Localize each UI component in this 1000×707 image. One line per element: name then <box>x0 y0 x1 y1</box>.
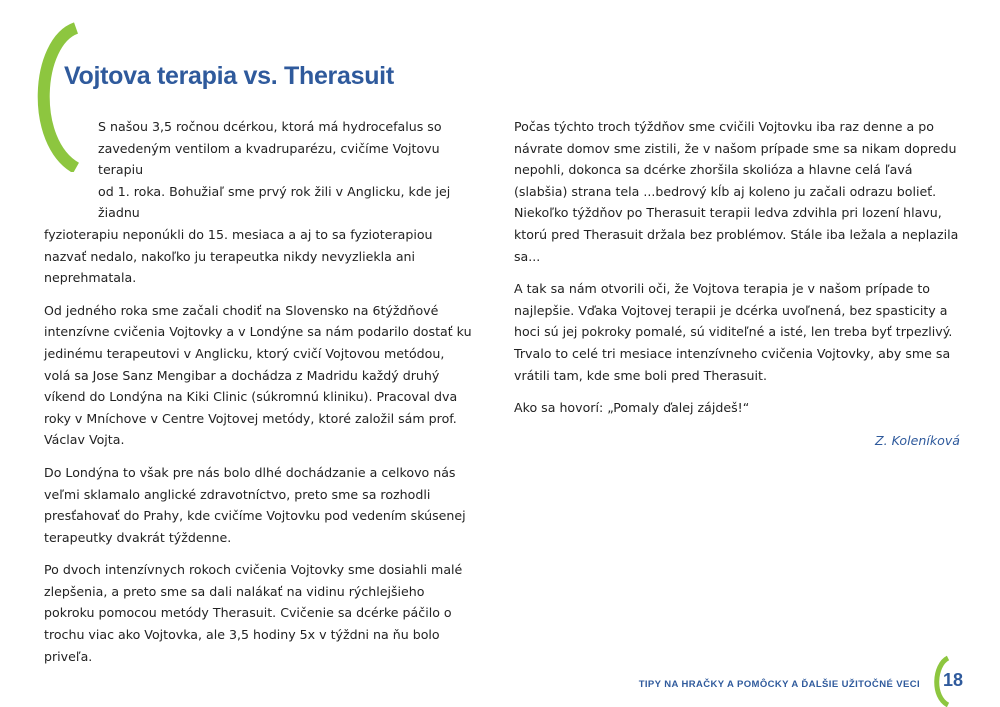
paragraph-conclusion: A tak sa nám otvorili oči, že Vojtova terapia je v našom prípade to najlepšie. Vďaka Vojtovej terapii je dcérka uvoľnená, bez spasticity a hoci sú jej pokroky pomalé, sú viditeľné a isté, len treba byť trpezlivý. Trvalo to celé tri mesiace intenzívneho cvičenia Vojtovky, aby sme sa vrátili tam, kde sme boli pred Therasuit. <box>514 281 953 383</box>
intro-line-3: od 1. roka. Bohužiaľ sme prvý rok žili v Anglicku, kde jej žiadnu <box>98 183 451 221</box>
intro-line-1: S našou 3,5 ročnou dcérkou, ktorá má hydrocefalus so <box>98 119 442 134</box>
author-signature: Z. Koleníková <box>874 432 960 448</box>
right-column <box>514 116 960 462</box>
paragraph-prague: Do Londýna to však pre nás bolo dlhé dochádzanie a celkovo nás veľmi sklamalo anglické zdravotníctvo, preto sme sa rozhodli presťahovať do Prahy, kde cvičíme Vojtovku pod vedením skúsenej terapeutky dvakrát týždenne. <box>44 464 466 545</box>
footer-section-label: TIPY NA HRAČKY A POMÔCKY A ĎALŠIE UŽITOČNÉ VECI <box>638 679 920 690</box>
intro-rest: fyzioterapiu neponúkli do 15. mesiaca a aj to sa fyzioterapiou nazvať nedalo, nakoľko ju terapeutka nikdy nevyzliekla ani neprehmatala. <box>44 226 433 286</box>
paragraph-therasuit: Po dvoch intenzívnych rokoch cvičenia Vojtovky sme dosiahli malé zlepšenia, a preto sme sa dali nalákať na vidinu rýchlejšieho pokroku pomocou metódy Therasuit. Cvičenie sa dcérke páčilo o trochu viac ako Vojtovka, ale 3,5 hodiny 5x v týždni na ňu bolo priveľa. <box>44 562 463 664</box>
paragraph-results: Počas týchto troch týždňov sme cvičili Vojtovku iba raz denne a po návrate domov sme zistili, že v našom prípade sme sa nikam dopredu nepohli, dokonca sa dcérke zhoršila skolióza a hlavne celá ľavá (slabšia) strana tela ...bedrový kĺb aj koleno ju začali odrazu bolieť. Niekoľko týždňov po Therasuit terapii ledva zdvihla pri lození hlavu, ktorú pred Therasuit držala bez problémov. Stále iba ležala a neplazila sa... <box>514 119 959 264</box>
paragraph-slovakia: Od jedného roka sme začali chodiť na Slovensko na 6týždňové intenzívne cvičenia Vojtovky a v Londýne sa nám podarilo dostať ku jedinému terapeutovi v Anglicku, ktorý cvičí Vojtovou metódou, volá sa Jose Sanz Mengibar a dochádza z Madridu každý druhý víkend do Londýna na Kiki Clinic (súkromnú kliniku). Pracoval dva roky v Mníchove v Centre Vojtovej metódy, ktoré založil sám prof. Václav Vojta. <box>44 302 472 448</box>
article-title: Vojtova terapia vs. Therasuit <box>64 62 394 90</box>
intro-line-2: zavedeným ventilom a kvadruparézu, cvičíme Vojtovu terapiu <box>98 140 440 178</box>
page-number: 18 <box>943 670 964 690</box>
paragraph-intro <box>44 116 474 289</box>
paragraph-saying: Ako sa hovorí: „Pomaly ďalej zájdeš!“ <box>514 400 750 416</box>
left-column <box>44 116 474 678</box>
